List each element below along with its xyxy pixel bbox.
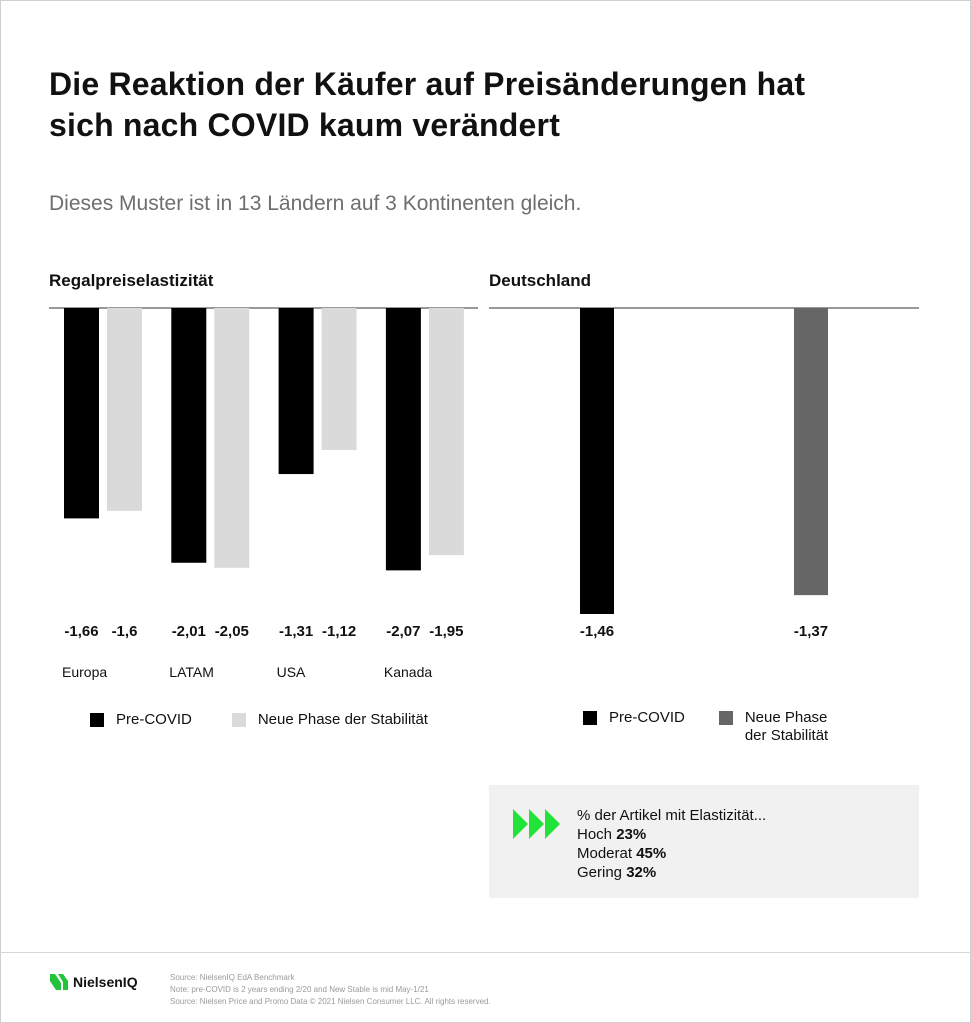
nielseniq-logo-icon — [49, 972, 69, 992]
bar-europa-stabilitaet — [107, 308, 142, 511]
info-row-gering: Gering 32% — [577, 864, 657, 881]
footer-note: Note: pre-COVID is 2 years ending 2/20 and New Stable is mid May-1/21 — [170, 985, 429, 994]
legend-item-pre-covid-de — [583, 709, 685, 726]
data-label: -1,66 — [64, 623, 99, 640]
page-title: Die Reaktion der Käufer auf Preisänderungen hat sich nach COVID kaum verändert — [49, 66, 806, 143]
legend-swatch-pre-covid-de — [583, 711, 597, 725]
category-label: Kanada — [383, 664, 433, 680]
right-legend — [583, 709, 835, 745]
data-label: -1,31 — [278, 623, 314, 640]
info-text — [577, 806, 766, 882]
footer-note: Source: Nielsen Price and Promo Data © 2021 Nielsen Consumer LLC. All rights reserved. — [170, 997, 491, 1006]
left-bar-chart — [49, 308, 478, 680]
brand-name: NielsenIQ — [73, 974, 138, 990]
category-label: USA — [276, 664, 306, 680]
nielseniq-logo — [49, 972, 138, 992]
left-legend — [90, 711, 428, 728]
bar-usa-pre-covid — [279, 308, 314, 474]
data-label: -1,6 — [111, 623, 138, 640]
legend-swatch-stabilitaet — [232, 713, 246, 727]
bar-deutschland-stabilitaet — [794, 308, 828, 595]
legend-label-stabilitaet-de: Neue Phase der Stabilität — [744, 709, 829, 744]
bar-deutschland-pre-covid — [580, 308, 614, 614]
info-row-moderat: Moderat 45% — [577, 845, 667, 862]
bar-latam-pre-covid — [171, 308, 206, 563]
legend-label-pre-covid: Pre-COVID — [116, 711, 192, 728]
legend-item-stabilitaet — [232, 711, 428, 728]
info-row-hoch: Hoch 23% — [577, 826, 647, 843]
legend-label-pre-covid-de: Pre-COVID — [609, 709, 685, 726]
legend-label-stabilitaet: Neue Phase der Stabilität — [257, 711, 428, 728]
data-label: -1,95 — [429, 623, 464, 640]
info-intro: % der Artikel mit Elastizität... — [577, 807, 767, 824]
data-label: -1,37 — [793, 623, 829, 640]
bar-kanada-pre-covid — [386, 308, 421, 570]
triple-chevron-arrow-icon — [513, 809, 561, 839]
bar-europa-pre-covid — [64, 308, 99, 518]
right-chart-heading: Deutschland — [489, 271, 592, 290]
legend-swatch-pre-covid — [90, 713, 104, 727]
bar-usa-stabilitaet — [322, 308, 357, 450]
footer-notes — [170, 972, 491, 1008]
category-label: LATAM — [169, 664, 214, 680]
right-bar-chart — [489, 308, 919, 640]
data-label: -1,46 — [579, 623, 615, 640]
legend-swatch-stabilitaet-de — [719, 711, 733, 725]
category-label: Europa — [62, 664, 108, 680]
page-subtitle: Dieses Muster ist in 13 Ländern auf 3 Kontinenten gleich. — [49, 192, 582, 215]
bar-latam-stabilitaet — [214, 308, 249, 568]
data-label: -2,05 — [214, 623, 249, 640]
bar-kanada-stabilitaet — [429, 308, 464, 555]
footer-note: Source: NielsenIQ EdA Benchmark — [170, 973, 295, 982]
legend-item-pre-covid — [90, 711, 192, 728]
data-label: -2,01 — [171, 623, 206, 640]
legend-item-stabilitaet-de — [719, 709, 835, 745]
data-label: -2,07 — [386, 623, 421, 640]
footer-divider — [0, 952, 971, 953]
left-chart-heading: Regalpreiselastizität — [49, 271, 214, 290]
elasticity-info-box — [489, 785, 919, 898]
data-label: -1,12 — [321, 623, 357, 640]
